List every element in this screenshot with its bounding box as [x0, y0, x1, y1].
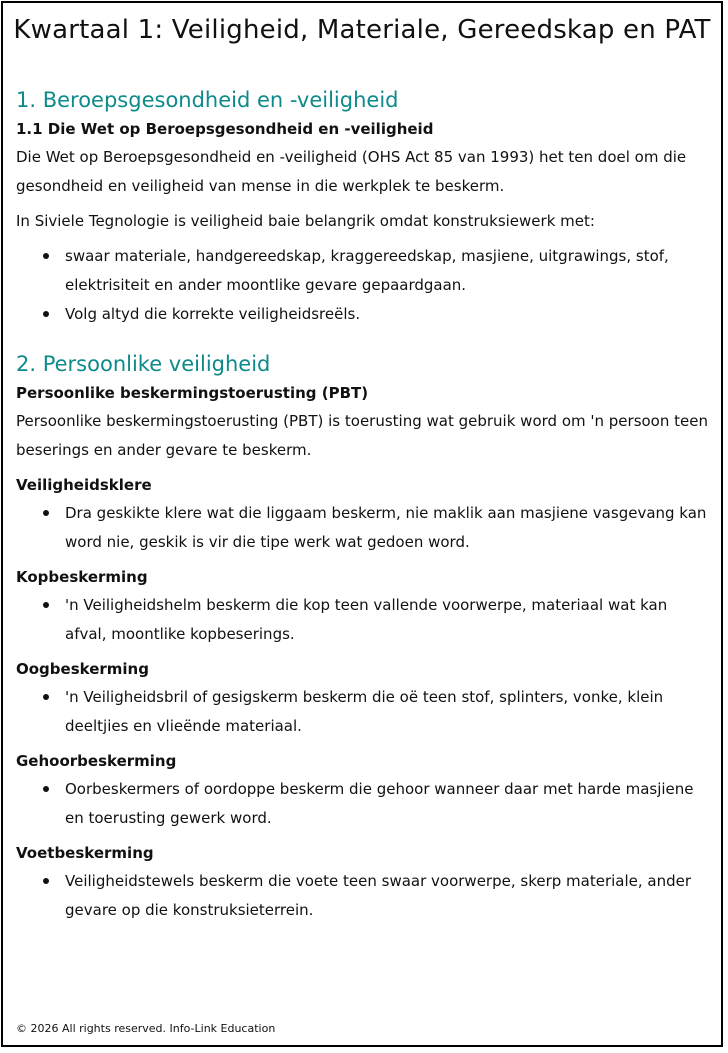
- bullet-list: [16, 683, 712, 741]
- bullet-list: [16, 242, 712, 329]
- bullet-icon: [43, 786, 49, 792]
- list-item-text: Dra geskikte klere wat die liggaam beskerm, nie maklik aan masjiene vasgevang kan word nie, geskik is vir die tipe werk wat gedoen word.: [65, 504, 707, 551]
- bullet-icon: [43, 253, 49, 259]
- bullet-icon: [43, 878, 49, 884]
- list-item-text: swaar materiale, handgereedskap, kraggereedskap, masjiene, uitgrawings, stof, elektrisiteit en ander moontlike gevare gepaardgaan.: [65, 247, 669, 294]
- list-item-text: Oorbeskermers of oordoppe beskerm die gehoor wanneer daar met harde masjiene en toerusting gewerk word.: [65, 780, 694, 827]
- bullet-icon: [43, 694, 49, 700]
- list-item-text: Volg altyd die korrekte veiligheidsreëls.: [65, 305, 361, 323]
- group-heading: Veiligheidsklere: [16, 476, 152, 494]
- copyright-footer: © 2026 All rights reserved. Info-Link Education: [16, 1022, 276, 1035]
- list-item-text: 'n Veiligheidsbril of gesigskerm beskerm die oë teen stof, splinters, vonke, klein deeltjies en vlieënde materiaal.: [65, 688, 664, 735]
- group-heading: Oogbeskerming: [16, 660, 149, 678]
- list-item: [65, 300, 712, 329]
- subsection-heading-1-1: 1.1 Die Wet op Beroepsgesondheid en -veiligheid: [16, 120, 434, 138]
- paragraph: In Siviele Tegnologie is veiligheid baie belangrik omdat konstruksiewerk met:: [16, 212, 595, 230]
- section-heading-2: 2. Persoonlike veiligheid: [16, 352, 271, 376]
- worksheet-page: [1, 1, 723, 1047]
- list-item: [65, 867, 712, 925]
- bullet-icon: [43, 311, 49, 317]
- bullet-list: [16, 591, 712, 649]
- section-heading-1: 1. Beroepsgesondheid en -veiligheid: [16, 88, 399, 112]
- bullet-icon: [43, 510, 49, 516]
- subsection-heading-ppe: Persoonlike beskermingstoerusting (PBT): [16, 384, 369, 402]
- list-item: [65, 591, 712, 649]
- bullet-list: [16, 867, 712, 925]
- page-title: Kwartaal 1: Veiligheid, Materiale, Gereedskap en PAT: [13, 15, 711, 45]
- bullet-icon: [43, 602, 49, 608]
- group-heading: Voetbeskerming: [16, 844, 154, 862]
- bullet-list: [16, 775, 712, 833]
- list-item: [65, 499, 712, 557]
- group-heading: Gehoorbeskerming: [16, 752, 177, 770]
- list-item-text: 'n Veiligheidshelm beskerm die kop teen vallende voorwerpe, materiaal wat kan afval, moontlike kopbeserings.: [65, 596, 668, 643]
- group-heading: Kopbeskerming: [16, 568, 148, 586]
- bullet-list: [16, 499, 712, 557]
- list-item: [65, 683, 712, 741]
- list-item: [65, 775, 712, 833]
- content: [16, 85, 712, 931]
- list-item: [65, 242, 712, 300]
- paragraph: Persoonlike beskermingstoerusting (PBT) is toerusting wat gebruik word om 'n persoon teen beserings en ander gevare te beskerm.: [16, 412, 708, 459]
- paragraph: Die Wet op Beroepsgesondheid en -veiligheid (OHS Act 85 van 1993) het ten doel om die gesondheid en veiligheid van mense in die werkplek te beskerm.: [16, 148, 687, 195]
- list-item-text: Veiligheidstewels beskerm die voete teen swaar voorwerpe, skerp materiale, ander gevare op die konstruksieterrein.: [65, 872, 692, 919]
